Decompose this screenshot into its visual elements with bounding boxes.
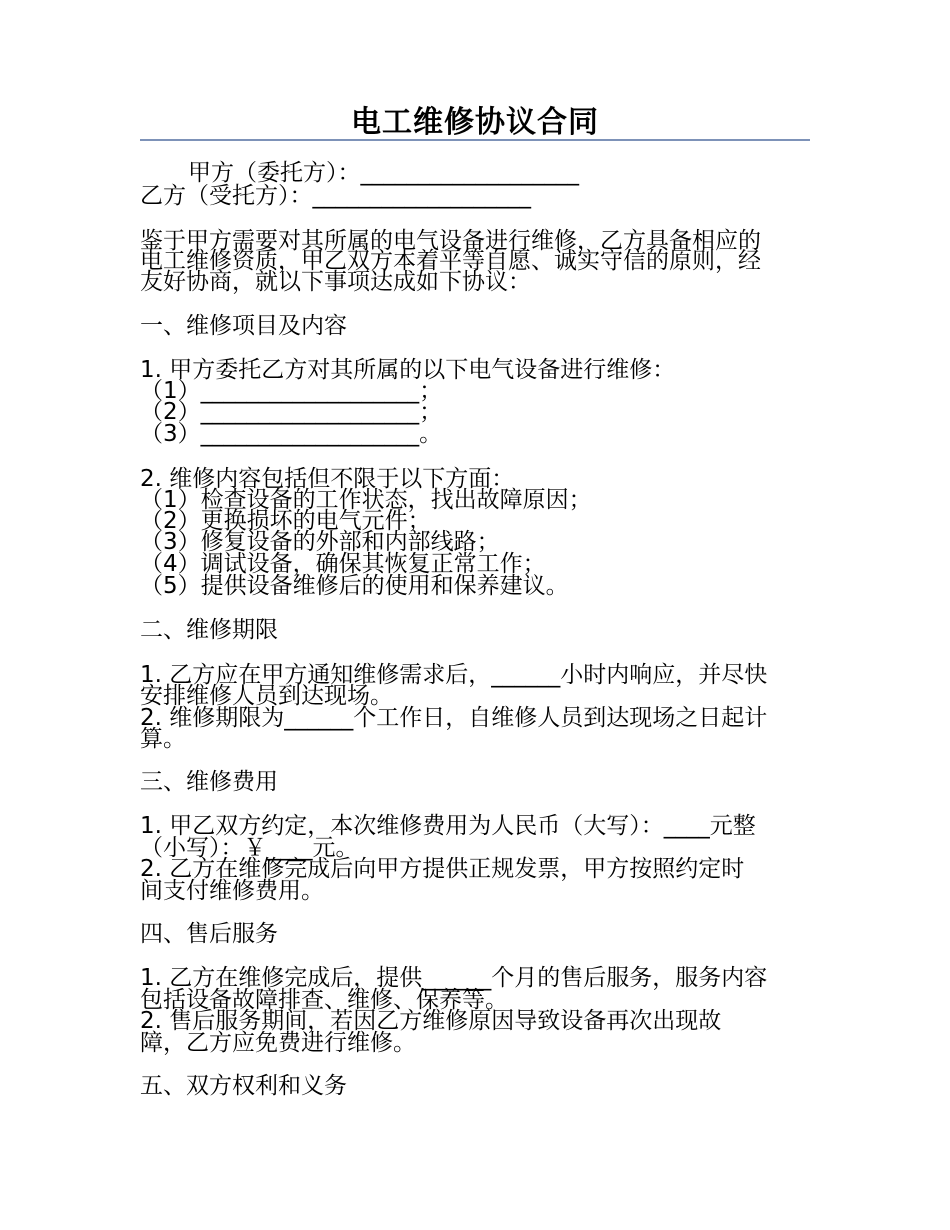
clause-line: 1. 甲乙双方约定，本次维修费用为人民币（大写）：____元整 bbox=[140, 813, 756, 839]
clause-line: 2. 售后服务期间，若因乙方维修原因导致设备再次出现故 bbox=[140, 1008, 722, 1034]
clause-line: 2. 维修期限为______个工作日，自维修人员到达现场之日起计 bbox=[140, 705, 768, 731]
clause-line: 安排维修人员到达现场。 bbox=[140, 683, 393, 709]
clause-line: 障，乙方应免费进行维修。 bbox=[140, 1030, 416, 1056]
preamble-line: 鉴于甲方需要对其所属的电气设备进行维修，乙方具备相应的 bbox=[140, 228, 761, 254]
clause-line: （2）___________________； bbox=[140, 399, 443, 425]
party-b-line: 乙方（受托方）：___________________ bbox=[140, 183, 531, 209]
section-heading: 一、维修项目及内容 bbox=[140, 313, 347, 339]
section-heading: 四、售后服务 bbox=[140, 921, 278, 947]
clause-line: （小写）：￥____元。 bbox=[140, 835, 359, 861]
clause-line: 包括设备故障排查、维修、保养等。 bbox=[140, 987, 508, 1013]
preamble-line: 友好协商，就以下事项达成如下协议： bbox=[140, 269, 531, 295]
clause-line: 1. 乙方应在甲方通知维修需求后，______小时内响应，并尽快 bbox=[140, 662, 768, 688]
clause-line: 间支付维修费用。 bbox=[140, 878, 324, 904]
clause-line: （2）更换损坏的电气元件； bbox=[140, 508, 431, 534]
document-title: 电工维修协议合同 bbox=[351, 105, 599, 140]
clause-line: 2. 维修内容包括但不限于以下方面： bbox=[140, 466, 515, 492]
clause-line: （3）修复设备的外部和内部线路； bbox=[140, 529, 500, 555]
clause-line: （3）___________________。 bbox=[140, 421, 443, 447]
clause-line: （5）提供设备维修后的使用和保养建议。 bbox=[140, 573, 569, 599]
clause-line: 1. 乙方在维修完成后，提供______个月的售后服务，服务内容 bbox=[140, 965, 768, 991]
preamble-line: 电工维修资质，甲乙双方本着平等自愿、诚实守信的原则，经 bbox=[140, 248, 761, 274]
clause-line: 算。 bbox=[140, 726, 186, 752]
title-underline bbox=[140, 139, 810, 141]
clause-line: （1）___________________； bbox=[140, 378, 443, 404]
section-heading: 三、维修费用 bbox=[140, 769, 278, 795]
section-heading: 五、双方权利和义务 bbox=[140, 1073, 347, 1099]
clause-line: （4）调试设备，确保其恢复正常工作； bbox=[140, 551, 546, 577]
clause-line: 2. 乙方在维修完成后向甲方提供正规发票，甲方按照约定时 bbox=[140, 856, 745, 882]
party-a-line: 甲方（委托方）：___________________ bbox=[188, 160, 579, 186]
clause-line: （1）检查设备的工作状态，找出故障原因； bbox=[140, 487, 592, 513]
section-heading: 二、维修期限 bbox=[140, 617, 278, 643]
clause-line: 1. 甲方委托乙方对其所属的以下电气设备进行维修： bbox=[140, 357, 676, 383]
